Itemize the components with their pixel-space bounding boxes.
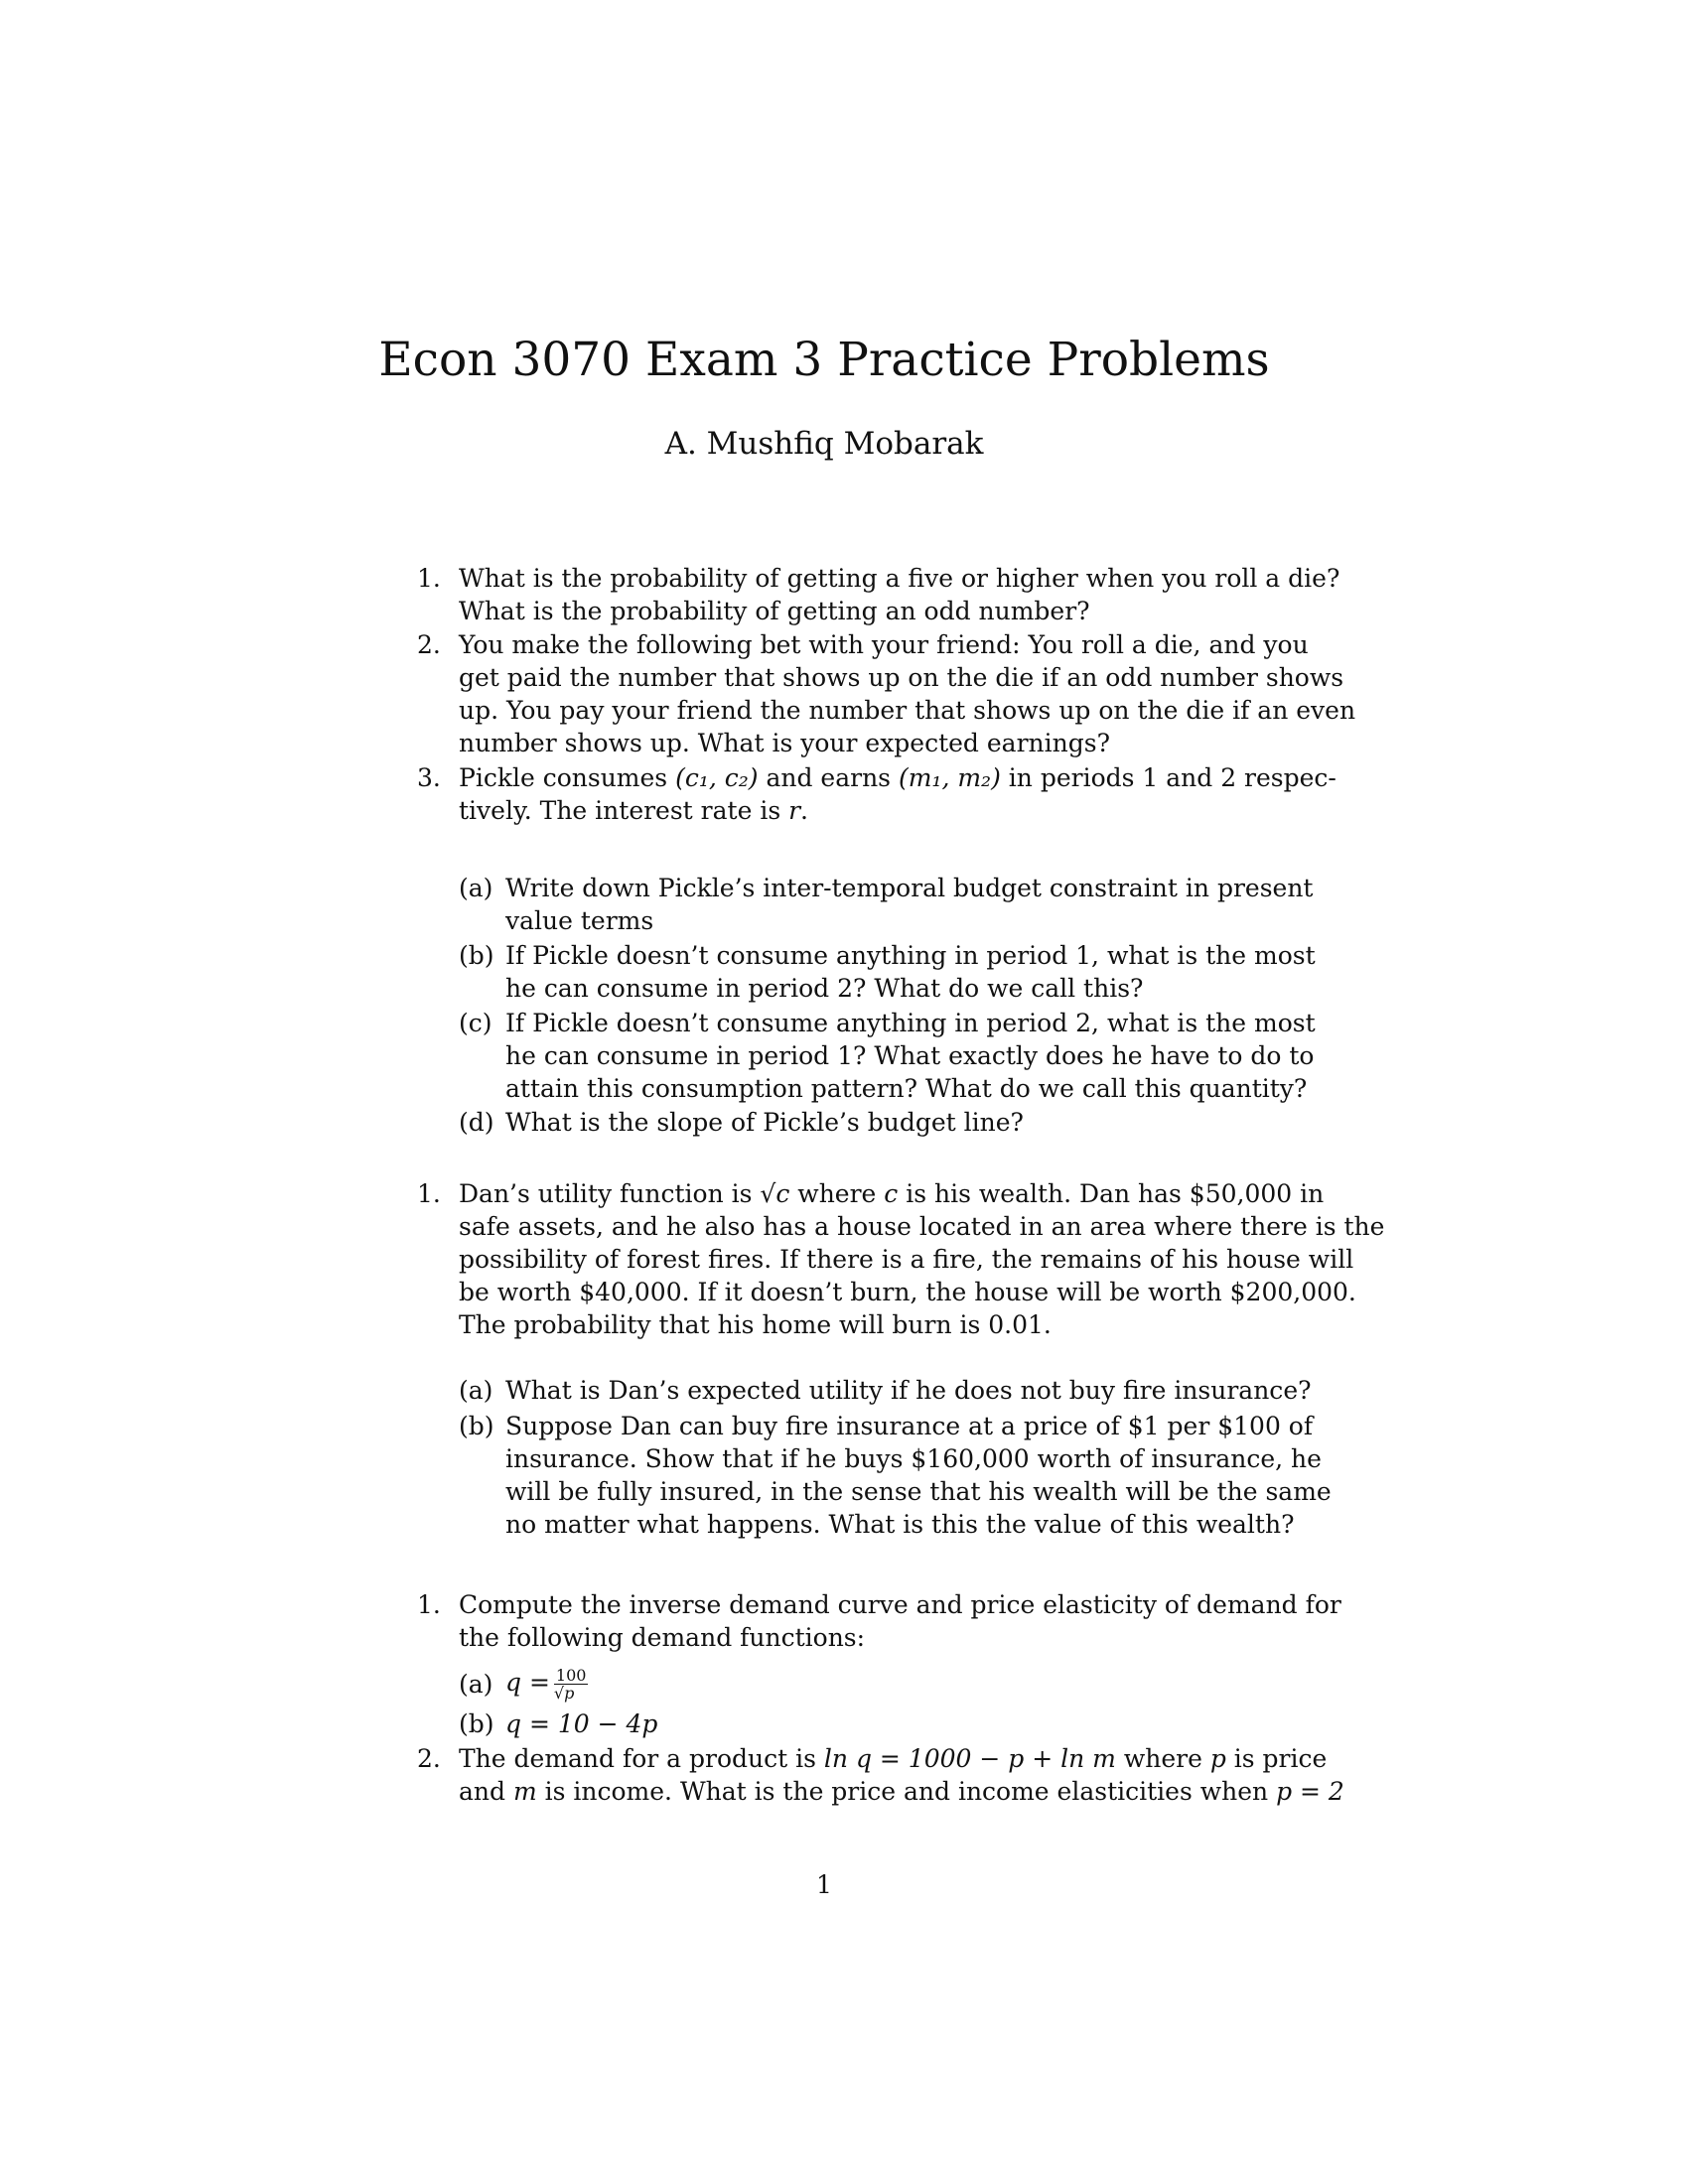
math-expression: q = — [505, 1668, 550, 1697]
sub-question-label: (a) — [459, 1376, 493, 1405]
question-text-line: Dan’s utility function is √c where c is his wealth. Dan has $50,000 in — [459, 1179, 1325, 1208]
question-text-line: possibility of forest fires. If there is a fire, the remains of his house will — [459, 1245, 1354, 1274]
sub-question-text-line: he can consume in period 1? What exactly does he have to do to — [505, 1041, 1315, 1070]
question-number: 1. — [417, 1590, 441, 1619]
sub-question-label: (a) — [459, 1670, 493, 1699]
question-text-line: Pickle consumes (c₁, c₂) and earns (m₁, m₂) in periods 1 and 2 respec- — [459, 763, 1336, 792]
question-text-line: The probability that his home will burn is 0.01. — [459, 1310, 1052, 1339]
sub-question-label: (b) — [459, 1412, 494, 1440]
sub-question-text-line: insurance. Show that if he buys $160,000 worth of insurance, he — [505, 1444, 1322, 1473]
question-text-line: safe assets, and he also has a house located in an area where there is the — [459, 1212, 1385, 1241]
sub-question-text-line: no matter what happens. What is this the value of this wealth? — [505, 1510, 1295, 1539]
question-text-line: up. You pay your friend the number that shows up on the die if an even — [459, 696, 1356, 725]
math-expression: m — [512, 1777, 537, 1806]
author: A. Mushfiq Mobarak — [664, 426, 984, 462]
math-expression: (c₁, c₂) — [675, 763, 759, 792]
sub-question-text-line: he can consume in period 2? What do we call this? — [505, 974, 1144, 1003]
page-title: Econ 3070 Exam 3 Practice Problems — [378, 333, 1270, 387]
question-number: 2. — [417, 1744, 441, 1773]
sub-question-label: (b) — [459, 941, 494, 970]
question-number: 1. — [417, 564, 441, 593]
sub-question-label: (c) — [459, 1009, 492, 1037]
sub-question-formula — [505, 1666, 588, 1702]
math-expression: p = 2 — [1276, 1777, 1344, 1806]
math-expression: ln q = 1000 − p + ln m — [823, 1744, 1116, 1773]
question-text-line: the following demand functions: — [459, 1623, 866, 1652]
sub-question-label: (b) — [459, 1709, 494, 1738]
question-text-line: tively. The interest rate is r. — [459, 796, 808, 825]
fraction-denominator: √p — [553, 1684, 575, 1703]
math-expression: √c — [760, 1179, 790, 1208]
math-expression: (m₁, m₂) — [898, 763, 1001, 792]
question-text-line: What is the probability of getting an odd number? — [459, 597, 1090, 625]
math-expression: c — [884, 1179, 899, 1208]
question-text-line: You make the following bet with your friend: You roll a die, and you — [459, 630, 1309, 659]
sub-question-formula — [505, 1707, 657, 1740]
question-text-line: be worth $40,000. If it doesn’t burn, the house will be worth $200,000. — [459, 1278, 1356, 1306]
sub-question-text-line: What is Dan’s expected utility if he does not buy fire insurance? — [505, 1376, 1312, 1405]
question-text-line: get paid the number that shows up on the die if an odd number shows — [459, 663, 1344, 692]
question-number: 2. — [417, 630, 441, 659]
sub-question-text-line: Write down Pickle’s inter-temporal budget constraint in present — [505, 874, 1314, 902]
page-number: 1 — [816, 1870, 832, 1899]
math-expression: r — [788, 796, 801, 825]
sub-question-text-line: will be fully insured, in the sense that his wealth will be the same — [505, 1477, 1332, 1506]
math-expression: p — [1209, 1744, 1226, 1773]
question-text-line: What is the probability of getting a five or higher when you roll a die? — [459, 564, 1340, 593]
question-text-line: The demand for a product is ln q = 1000 − p + ln m where p is price — [459, 1744, 1328, 1773]
sub-question-label: (d) — [459, 1108, 494, 1137]
question-text-line: and m is income. What is the price and income elasticities when p = 2 — [459, 1777, 1344, 1806]
sub-question-text-line: attain this consumption pattern? What do we call this quantity? — [505, 1074, 1308, 1103]
sub-question-label: (a) — [459, 874, 493, 902]
fraction — [554, 1667, 589, 1702]
sub-question-text-line: What is the slope of Pickle’s budget line? — [505, 1108, 1024, 1137]
question-text-line: number shows up. What is your expected earnings? — [459, 729, 1110, 757]
sub-question-text-line: If Pickle doesn’t consume anything in period 1, what is the most — [505, 941, 1316, 970]
question-text-line: Compute the inverse demand curve and price elasticity of demand for — [459, 1590, 1341, 1619]
sub-question-text-line: Suppose Dan can buy fire insurance at a price of $1 per $100 of — [505, 1412, 1314, 1440]
question-number: 1. — [417, 1179, 441, 1208]
sub-question-text-line: value terms — [505, 906, 654, 935]
sub-question-text-line: If Pickle doesn’t consume anything in period 2, what is the most — [505, 1009, 1316, 1037]
fraction-numerator: 100 — [555, 1666, 587, 1685]
question-number: 3. — [417, 763, 441, 792]
math-expression: q = 10 − 4p — [505, 1709, 658, 1738]
